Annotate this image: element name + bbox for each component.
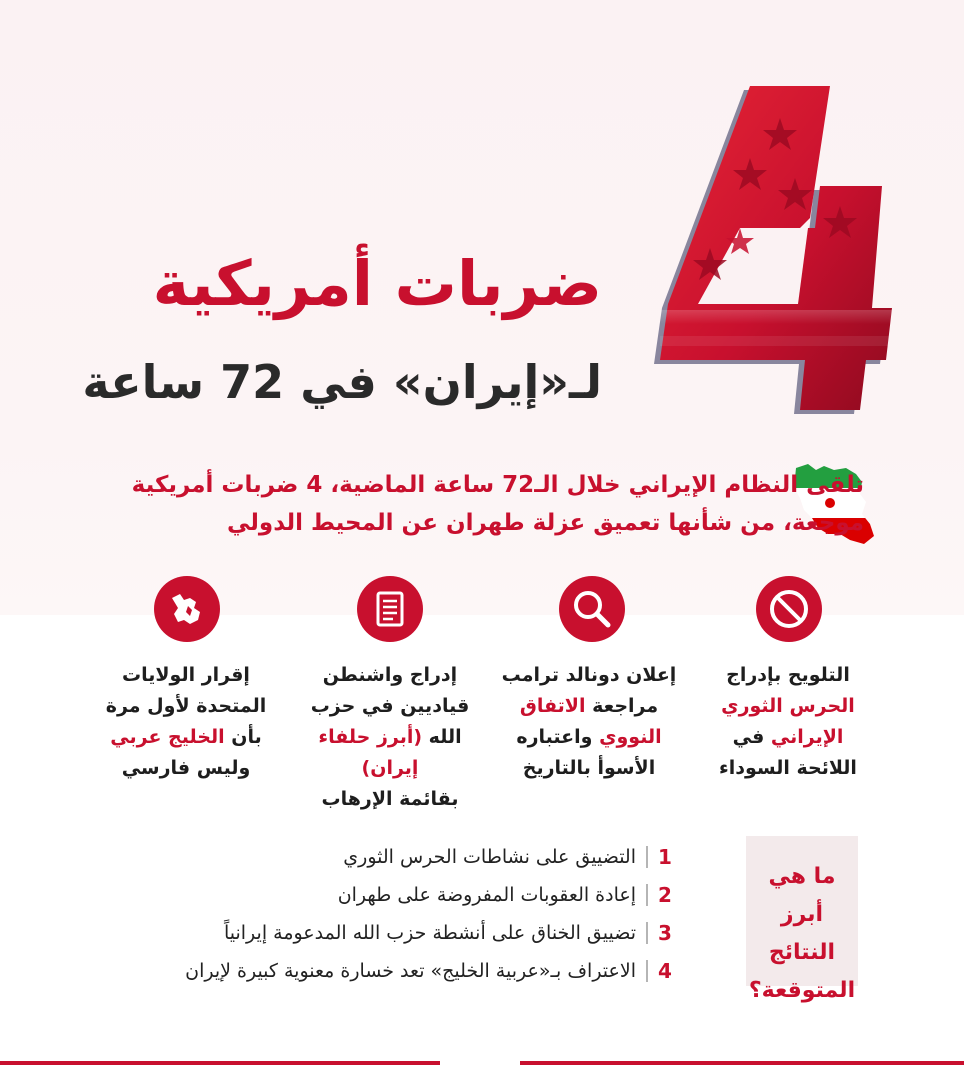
outcome-number: 3 [658,921,672,945]
outcome-item [54,954,674,988]
big-four-graphic [640,78,910,418]
outcome-text: التضييق على نشاطات الحرس الثوري [343,846,636,868]
page-subtitle: لـ«إيران» في 72 ساعة [82,355,602,409]
search-icon [559,576,625,642]
ban-icon [756,576,822,642]
intro-line-2: موجعة، من شأنها تعميق عزلة طهران عن المحيط الدولي [227,510,864,536]
footer-divider-right [520,1061,964,1065]
point-1-text: التلويح بإدراج الحرس الثوري الإيراني في اللائحة السوداء [719,664,857,779]
point-3-text: إدراج واشنطن قياديين في حزب الله (أبرز حلفاء إيران) بقائمة الإرهاب [310,664,470,810]
question-text: ما هي أبرز النتائج المتوقعة؟ [748,864,856,1003]
footer-divider-left [0,1061,440,1065]
gulf-map-icon [154,576,220,642]
outcome-divider [646,846,648,868]
outcome-text: إعادة العقوبات المفروضة على طهران [337,884,636,906]
document-icon [357,576,423,642]
outcome-item [54,840,674,874]
point-2-text: إعلان دونالد ترامب مراجعة الاتفاق النووي واعتباره الأسوأ بالتاريخ [501,664,677,779]
outcome-number: 4 [658,959,672,983]
outcome-divider [646,884,648,906]
page-title: ضربات أمريكية [152,247,602,320]
outcome-number: 2 [658,883,672,907]
outcome-item [54,878,674,912]
outcome-text: الاعتراف بـ«عربية الخليج» تعد خسارة معنوية كبيرة لإيران [185,960,636,982]
intro-text [84,466,864,542]
outcome-divider [646,960,648,982]
point-4-text: إقرار الولايات المتحدة لأول مرة بأن الخليج عربي وليس فارسي [105,664,267,779]
intro-line-1: تلقى النظام الإيراني خلال الـ72 ساعة الماضية، 4 ضربات أمريكية [131,472,864,498]
outcome-text: تضييق الخناق على أنشطة حزب الله المدعومة إيرانياً [223,922,636,944]
outcome-number: 1 [658,845,672,869]
outcome-item [54,916,674,950]
outcome-divider [646,922,648,944]
